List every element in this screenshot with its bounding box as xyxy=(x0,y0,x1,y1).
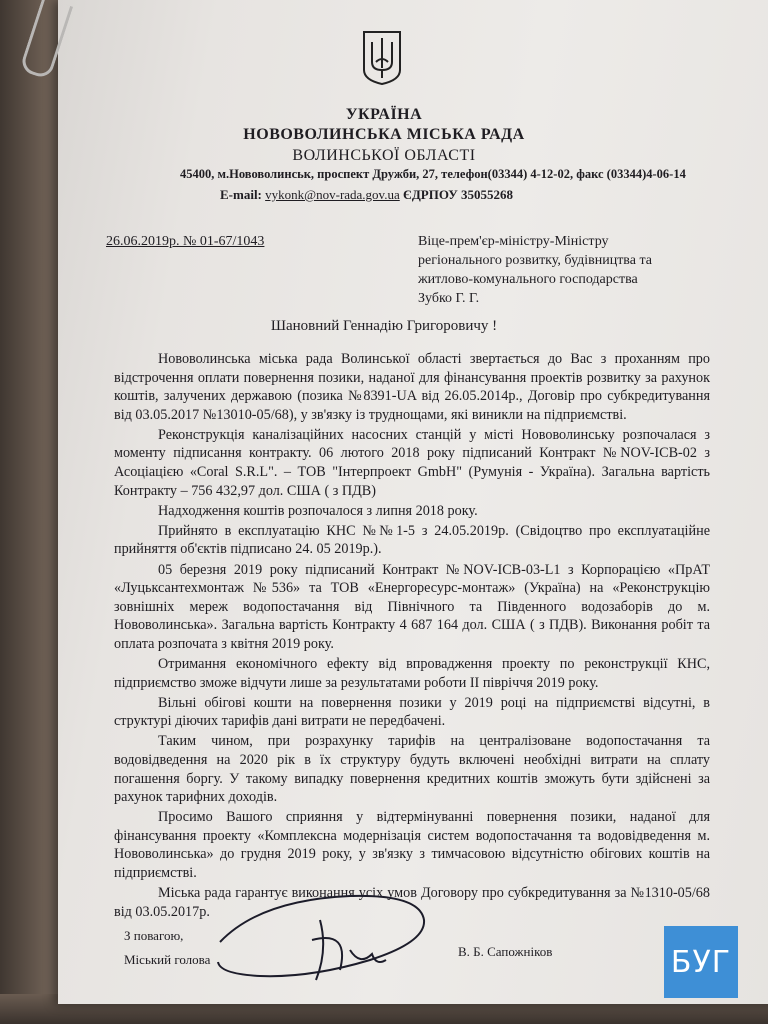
country-heading: УКРАЇНА xyxy=(345,106,423,123)
body-paragraph: Таким чином, при розрахунку тарифів на централізоване водопостачання та водовідведення на 2020 рік в їх структуру будуть включені необхідні витрати на сплату погашення боргу. У такому випадку повернення кредитних коштів зможуть бути здійснені за рахунок тарифних доходів. xyxy=(114,733,710,806)
trident-crest-icon xyxy=(360,28,404,86)
body-paragraph: Отримання економічного ефекту від впровадження проекту по реконструкції КНС, підприємство зможе відчути лише за результатами роботи ІІ півріччя 2019 року. xyxy=(114,656,710,691)
letter-body xyxy=(114,350,710,923)
body-paragraph: 05 березня 2019 року підписаний Контракт №NOV-ICB-03-L1 з Корпорацією «ПрАТ «Луцьксантехмонтаж №536» та ТОВ «Енергоресурс-монтаж» (Україна) на «Реконструкцію зовнішніх мереж водопостачання від Північного та Південного водозаборів до м. Нововолинська». Загальна вартість Контракту 4 687 164 дол. США ( з ПДВ). Виконання робіт та оплата розпочата з квітня 2019 року. xyxy=(114,561,710,652)
watermark-logo: БУГ xyxy=(664,926,738,998)
body-paragraph: Вільні обігові кошти на повернення позики у 2019 році на підприємстві відсутні, в структурі діючих тарифів дані витрати не передбачені. xyxy=(114,694,710,730)
council-heading: НОВОВОЛИНСЬКА МІСЬКА РАДА xyxy=(243,126,525,143)
council-address: 45400, м.Нововолинськ, проспект Дружби, 27, телефон(03344) 4-12-02, факс (03344)4-06-14 xyxy=(180,167,686,181)
body-paragraph: Прийнято в експлуатацію КНС №№1-5 з 24.05.2019р. (Свідоцтво про експлуатаційне прийняття об'єктів підписано 24. 05 2019р.). xyxy=(114,522,710,558)
region-heading: ВОЛИНСЬКОЇ ОБЛАСТІ xyxy=(292,147,476,164)
addressee-block xyxy=(418,232,738,308)
addressee-name: Зубко Г. Г. xyxy=(418,291,480,306)
closing-block xyxy=(124,924,210,972)
handwritten-signature xyxy=(200,880,430,990)
outgoing-reference: 26.06.2019р. № 01-67/1043 xyxy=(106,234,265,249)
addressee-line: Віце-прем'єр-міністру-Міністру xyxy=(418,234,609,249)
addressee-line: регіонального розвитку, будівництва та xyxy=(418,253,652,268)
contact-row xyxy=(220,187,513,203)
signer-position: Міський голова xyxy=(124,952,211,967)
body-paragraph: Міська рада гарантує виконання усіх умов Договору про субкредитування за №1310-05/68 від 03.05.2017р. xyxy=(114,885,710,920)
email-link[interactable]: vykonk@nov-rada.gov.ua xyxy=(265,187,400,202)
regards-text: З повагою, xyxy=(124,928,184,943)
body-paragraph: Надходження коштів розпочалося з липня 2018 року. xyxy=(158,502,478,519)
signer-name: В. Б. Сапожніков xyxy=(458,944,553,959)
email-label: E-mail: xyxy=(220,187,262,202)
body-paragraph: Нововолинська міська рада Волинської області звертається до Вас з проханням про відстрочення оплати повернення позики, наданої для фінансування проектів розвитку за рахунок коштів, залучених державою (позика №8391-UA від 26.05.2014р., Договір про субкредитування від 03.05.2017 №13010-05/68), у зв'язку із труднощами, які виникли на підприємстві. xyxy=(114,351,710,423)
body-paragraph: Просимо Вашого сприяння у відтермінуванні повернення позики, наданої для фінансування проекту «Комплексна модернізація систем водопостачання та водовідведення м. Нововолинська» до грудня 2019 року, у зв'язку з тимчасовою відсутністю обігових коштів на підприємстві. xyxy=(114,809,710,882)
addressee-line: житлово-комунального господарства xyxy=(418,272,638,287)
edrpou-code: ЄДРПОУ 35055268 xyxy=(403,187,513,202)
body-paragraph: Реконструкція каналізаційних насосних станцій у місті Нововолинську розпочалася з моменту підписання контракту. 06 лютого 2018 року підписаний Контракт №NOV-ICB-02 з Асоціацією «Coral S.R.L". – ТОВ "Інтерпроект GmbH" (Румунія - Україна). Загальна вартість Контракту – 756 432,97 дол. США ( з ПДВ) xyxy=(114,426,710,499)
salutation: Шановний Геннадію Григоровичу ! xyxy=(270,318,498,334)
